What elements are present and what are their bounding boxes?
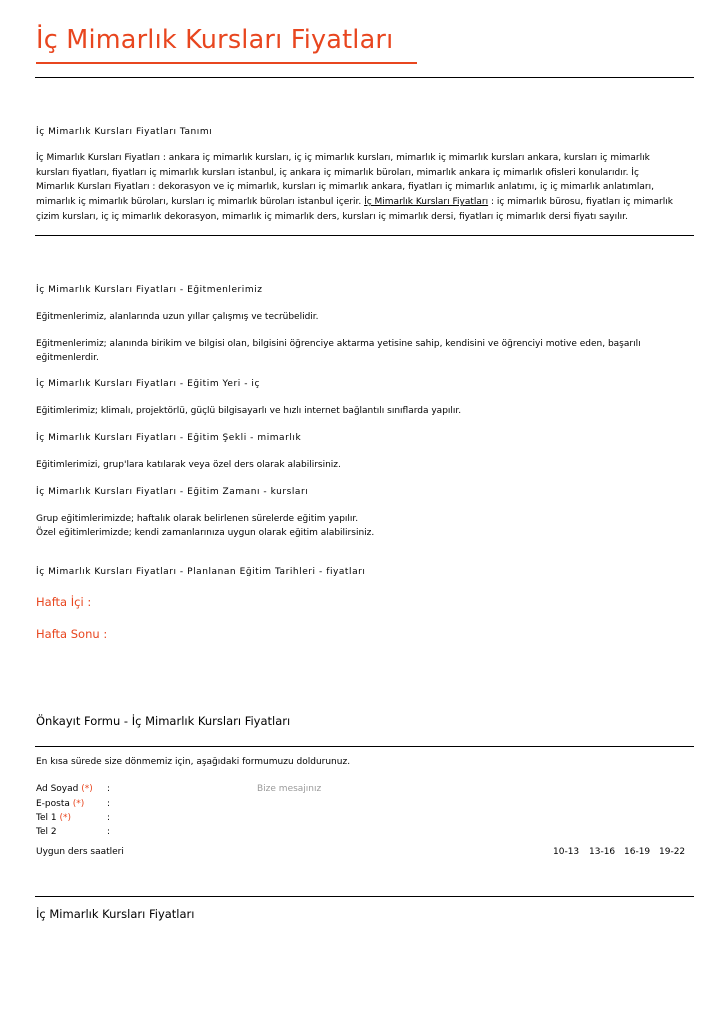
tel1-field[interactable]: : (107, 813, 111, 823)
section-divider (35, 235, 694, 236)
definition-line: kursları fiyatları, fiyatları iç mimarlık kursları istanbul, iç ankara iç mimarlık büroları, mimarlık ankara iç mimarlık ofisleri konularıdır. İç (36, 167, 639, 178)
format-text: Eğitimlerimizi, grup'lara katılarak veya özel ders olarak alabilirsiniz. (36, 460, 341, 470)
name-label (36, 784, 93, 794)
required-mark: (*) (72, 799, 85, 809)
title-underline (36, 62, 417, 64)
hours-label: Uygun ders saatleri (36, 847, 124, 857)
form-intro: En kısa sürede size dönmemiz için, aşağıdaki formumuzu doldurunuz. (36, 757, 351, 767)
tel2-field[interactable]: : (107, 827, 111, 837)
header-divider (35, 77, 694, 78)
definition-line (36, 195, 696, 210)
definition-link[interactable]: İç Mimarlık Kursları Fiyatları (364, 197, 489, 208)
page-title: İç Mimarlık Kursları Fiyatları (36, 25, 394, 55)
time-text: Özel eğitimlerimizde; kendi zamanlarınıza uygun olarak eğitim alabilirsiniz. (36, 528, 375, 538)
name-label-text: Ad Soyad (36, 784, 79, 794)
definition-paragraph (36, 151, 696, 225)
tel2-label: Tel 2 (36, 827, 57, 837)
dates-title: İç Mimarlık Kursları Fiyatları - Planlanan Eğitim Tarihleri - fiyatları (36, 567, 366, 577)
tel1-label (36, 813, 71, 823)
definition-line: İç Mimarlık Kursları Fiyatları : ankara iç mimarlık kursları, iç iç mimarlık kursları, mimarlık iç mimarlık kursları ankara, kursları iç mimarlık (36, 153, 650, 163)
email-label (36, 799, 84, 809)
instructors-text: Eğitmenlerimiz, alanlarında uzun yıllar çalışmış ve tecrübelidir. (36, 312, 319, 322)
instructors-text: eğitmenlerdir. (36, 353, 99, 363)
instructors-text: Eğitmenlerimiz; alanında birikim ve bilgisi olan, bilgisini öğrenciye aktarma yetisine sahip, kendisini ve öğrenciyi motive eden, başarılı (36, 339, 641, 349)
name-field[interactable]: : (107, 784, 111, 794)
tel1-label-text: Tel 1 (36, 813, 57, 823)
time-title: İç Mimarlık Kursları Fiyatları - Eğitim Zamanı - kursları (36, 487, 309, 497)
definition-text: mimarlık iç mimarlık büroları, kursları iç mimarlık büroları istanbul içerir. (36, 197, 365, 208)
email-label-text: E-posta (36, 799, 70, 809)
form-divider (35, 746, 694, 747)
instructors-title: İç Mimarlık Kursları Fiyatları - Eğitmenlerimiz (36, 285, 263, 295)
required-mark: (*) (81, 784, 93, 794)
format-title: İç Mimarlık Kursları Fiyatları - Eğitim Şekli - mimarlık (36, 433, 302, 443)
time-slot-option[interactable]: 13-16 (589, 847, 616, 857)
time-slot-option[interactable]: 19-22 (659, 847, 686, 857)
footer-title: İç Mimarlık Kursları Fiyatları (36, 907, 195, 921)
place-title: İç Mimarlık Kursları Fiyatları - Eğitim Yeri - iç (36, 379, 260, 389)
weekend-label: Hafta Sonu : (36, 627, 108, 641)
email-field[interactable]: : (107, 799, 111, 809)
definition-title: İç Mimarlık Kursları Fiyatları Tanımı (36, 127, 213, 137)
footer-divider (35, 896, 694, 897)
time-text: Grup eğitimlerimizde; haftalık olarak belirlenen sürelerde eğitim yapılır. (36, 514, 359, 524)
form-title: Önkayıt Formu - İç Mimarlık Kursları Fiyatları (36, 714, 291, 728)
required-mark: (*) (59, 813, 71, 823)
weekday-label: Hafta İçi : (36, 595, 92, 609)
definition-line: Mimarlık Kursları Fiyatları : dekorasyon ve iç mimarlık, kursları iç mimarlık ankara, fiyatları iç mimarlık anlatımı, iç iç mimarlık anlatımları, (36, 182, 654, 193)
message-field[interactable]: Bize mesajınız (257, 784, 322, 794)
time-slot-option[interactable]: 16-19 (624, 847, 651, 857)
definition-line: çizim kursları, iç iç mimarlık dekorasyon, mimarlık iç mimarlık ders, kursları iç mimarlık dersi, fiyatları iç mimarlık dersi fiyatı sayılır. (36, 211, 628, 222)
place-text: Eğitimlerimiz; klimalı, projektörlü, güçlü bilgisayarlı ve hızlı internet bağlantılı sınıflarda yapılır. (36, 406, 462, 416)
definition-text: : iç mimarlık bürosu, fiyatları iç mimarlık (488, 197, 673, 208)
time-slot-option[interactable]: 10-13 (553, 847, 580, 857)
